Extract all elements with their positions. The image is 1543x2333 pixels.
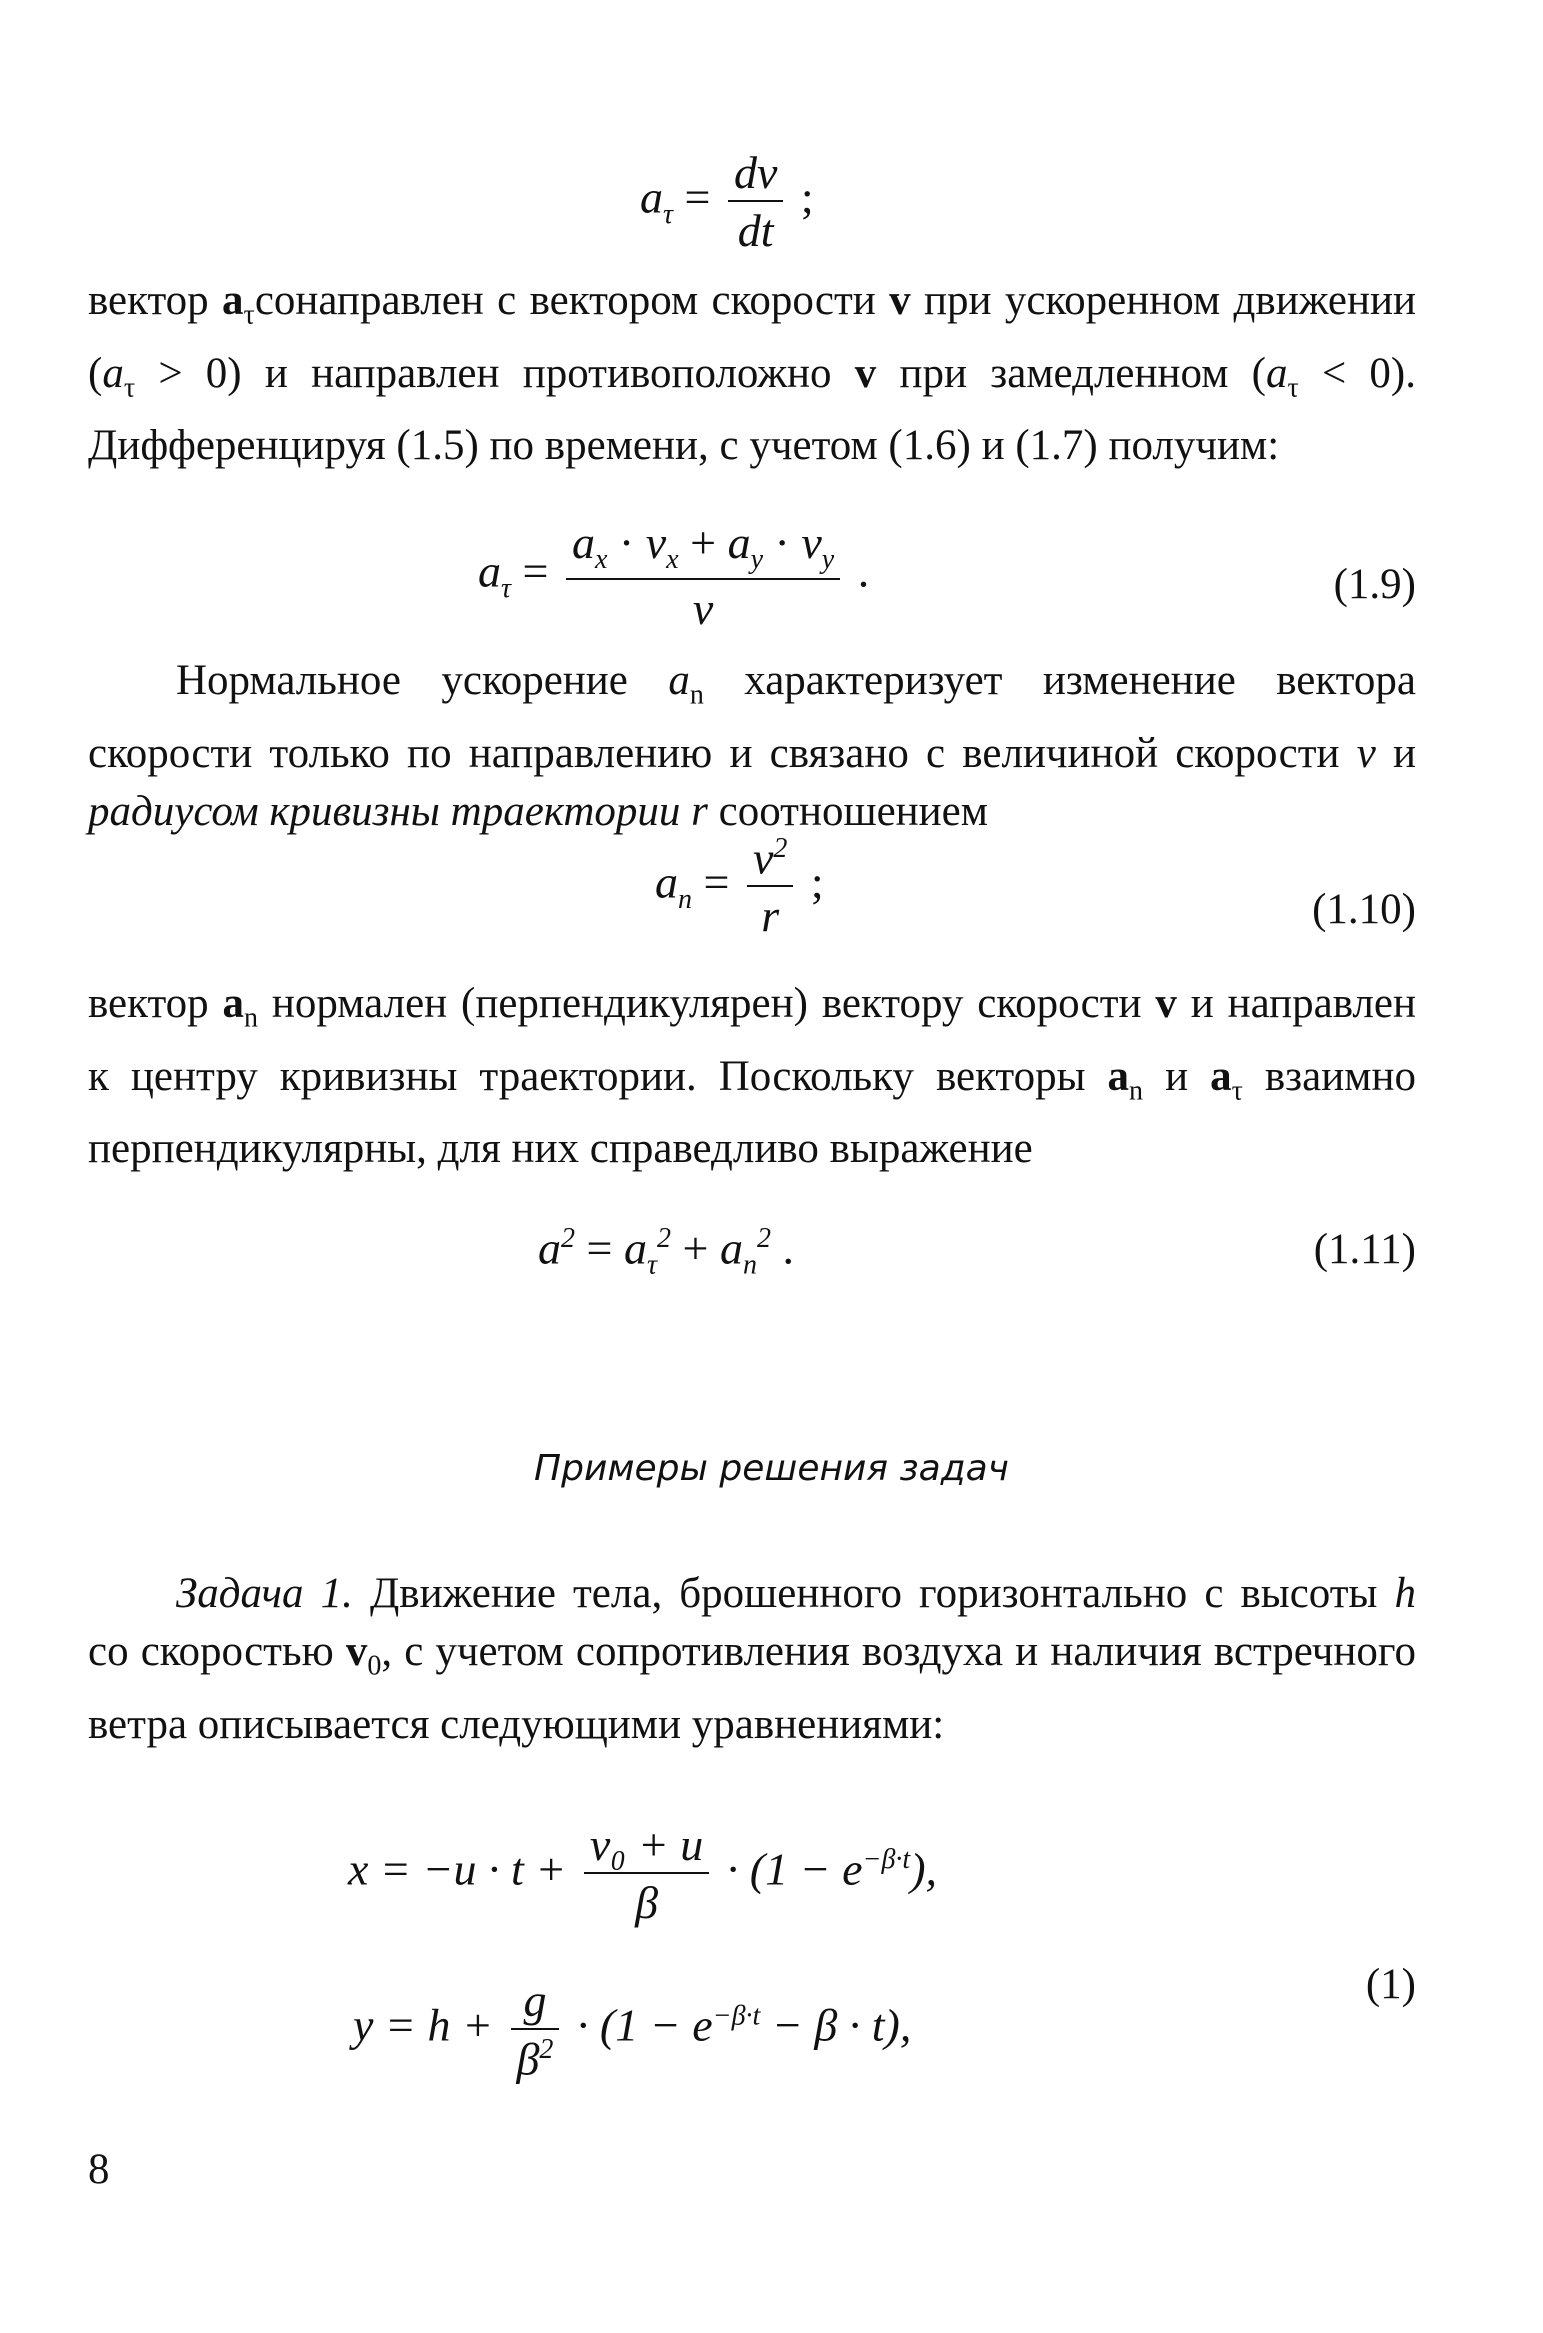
equation-number-system: (1) (1365, 1961, 1416, 2008)
paragraph-task-1: Задача 1. Движение тела, брошенного горизонтально с высоты h со скоростью $v_0$, с учетом сопротивления воздуха и наличия встречного ветра описывается следующими уравнениями: (88, 1570, 1416, 1748)
fraction-v0-u-beta: $\frac{\text{v₀ + u}}{\beta}$ (584, 1822, 709, 1926)
formula-tangential-acceleration: $a_\tau$ = $\frac{dv}{dt}$ ; (640, 147, 814, 256)
fraction-g-beta2: $\frac{g}{\beta^2}$ (511, 1978, 560, 2082)
fraction-dv-dt: $\frac{dv}{dt}$ (728, 150, 783, 254)
paragraph-tangential-vector: вектор $a_\tau сонаправлен$ с вектором скорости v при ускоренном движении $(a_\tau > 0)$ и направлен противоположно v при замедленном $(a_\tau < 0)$. Дифференцируя (1.5) по времени, с учетом (1.6) и (1.7) получим: (88, 277, 1416, 470)
equation-number-1-9: (1.9) (1333, 561, 1416, 608)
system-equation-x: x = −u · t + $\frac{\text{v₀ + u}}{\beta}$ · $(1 - e^{-\beta\cdot t})$, (348, 1819, 938, 1928)
paragraph-normal-vector: вектор $a_n$ нормален (перпендикулярен) вектору скорости v и направлен к центру кривизны траектории. Поскольку векторы $a_n$ и $a_\tau$ взаимно перпендикулярны, для них справедливо выражение (88, 980, 1416, 1173)
fraction-projection-sum: $a_x \cdot v_x + a_y \cdot v_y$ v (566, 520, 840, 632)
section-heading: Примеры решения задач (534, 1448, 1009, 1489)
equation-number-1-10: (1.10) (1312, 886, 1416, 933)
formula-1-11: $a^2 = a_\tau^2 + a_n^2$ . (538, 1222, 794, 1281)
system-equation-y: y = h + $\frac{g}{\beta^2}$ · $(1 - e^{-\beta\cdot t} - \beta \cdot t)$, (353, 1975, 912, 2085)
equation-number-1-11: (1.11) (1313, 1226, 1416, 1273)
formula-1-9: $a_\tau$ = $a_x \cdot v_x + a_y \cdot v_y$ v . (478, 517, 870, 635)
page-number: 8 (88, 2146, 110, 2193)
formula-1-10: $a_n$ = $\frac{v^2}{r}$ ; (655, 832, 824, 942)
paragraph-normal-acceleration: Нормальное ускорение $a_n$ характеризует изменение вектора скорости только по направлению и связано с величиной скорости v и радиусом кривизны траектории r соотношением (88, 657, 1416, 835)
fraction-v2-r: $\frac{v^2}{r}$ (747, 835, 793, 939)
